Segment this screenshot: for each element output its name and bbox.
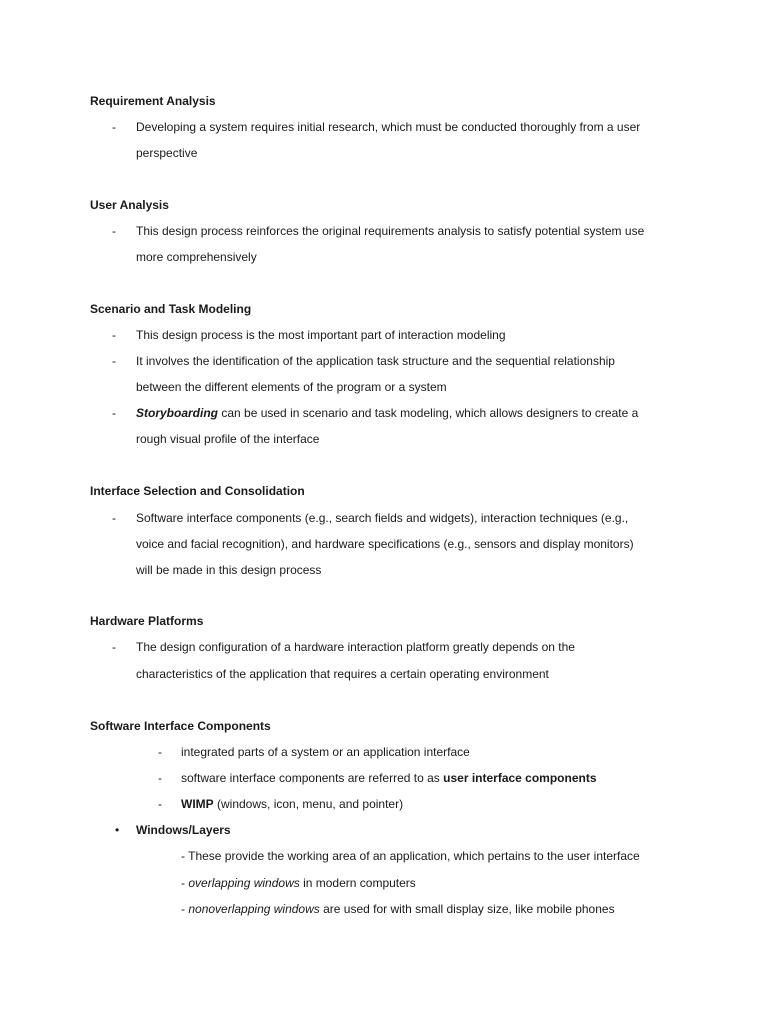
storyboarding-term: Storyboarding [136, 406, 219, 420]
software-item-2-text: software interface components are referred to as [181, 771, 444, 785]
heading-requirement-analysis: Requirement Analysis [90, 94, 216, 108]
dash-marker: - [112, 640, 116, 654]
nonoverlapping-windows-term: nonoverlapping windows [188, 902, 320, 916]
interface-item-line-1: Software interface components (e.g., search fields and widgets), interaction techniques (e.g., [136, 511, 629, 525]
dash-marker: - [158, 771, 162, 785]
scenario-item-3-line-2: rough visual profile of the interface [136, 432, 320, 446]
overlapping-windows-term: overlapping windows [188, 876, 300, 890]
dash-marker: - [112, 120, 116, 134]
dash-marker: - [158, 797, 162, 811]
scenario-item-3-line-1 [136, 406, 638, 420]
heading-software-interface-components: Software Interface Components [90, 719, 271, 733]
dash-marker: - [112, 328, 116, 342]
software-item-3 [181, 797, 403, 811]
heading-hardware-platforms: Hardware Platforms [90, 614, 204, 628]
bullet-marker: • [115, 823, 120, 837]
hardware-item-line-1: The design configuration of a hardware interaction platform greatly depends on the [136, 640, 575, 654]
hardware-item-line-2: characteristics of the application that requires a certain operating environment [136, 667, 549, 681]
heading-user-analysis: User Analysis [90, 198, 169, 212]
scenario-item-3-text: can be used in scenario and task modeling, which allows designers to create a [218, 406, 639, 420]
software-item-2 [181, 771, 597, 785]
windows-item-2-dash: - [181, 876, 189, 890]
dash-marker: - [158, 745, 162, 759]
requirement-item-line-2: perspective [136, 146, 198, 160]
scenario-item-2-line-2: between the different elements of the program or a system [136, 380, 447, 394]
interface-item-line-3: will be made in this design process [136, 563, 322, 577]
windows-item-3 [181, 902, 615, 916]
user-item-line-1: This design process reinforces the original requirements analysis to satisfy potential system use [136, 224, 645, 238]
software-item-3-text: (windows, icon, menu, and pointer) [213, 797, 404, 811]
requirement-item-line-1: Developing a system requires initial research, which must be conducted thoroughly from a user [136, 120, 641, 134]
windows-item-3-text: are used for with small display size, like mobile phones [319, 902, 615, 916]
dash-marker: - [112, 224, 116, 238]
dash-marker: - [112, 406, 116, 420]
user-item-line-2: more comprehensively [136, 250, 257, 264]
windows-item-2-text: in modern computers [299, 876, 416, 890]
software-item-1: integrated parts of a system or an application interface [181, 745, 470, 759]
windows-item-1: - These provide the working area of an application, which pertains to the user interface [181, 849, 640, 863]
dash-marker: - [112, 354, 116, 368]
windows-item-2 [181, 876, 416, 890]
heading-windows-layers: Windows/Layers [136, 823, 231, 837]
scenario-item-1: This design process is the most important part of interaction modeling [136, 328, 506, 342]
interface-item-line-2: voice and facial recognition), and hardware specifications (e.g., sensors and display monitors) [136, 537, 634, 551]
scenario-item-2-line-1: It involves the identification of the application task structure and the sequential relationship [136, 354, 615, 368]
heading-scenario-task-modeling: Scenario and Task Modeling [90, 302, 252, 316]
wimp-term: WIMP [181, 797, 214, 811]
windows-item-3-dash: - [181, 902, 189, 916]
user-interface-components-term: user interface components [443, 771, 597, 785]
dash-marker: - [112, 511, 116, 525]
heading-interface-selection: Interface Selection and Consolidation [90, 484, 305, 498]
